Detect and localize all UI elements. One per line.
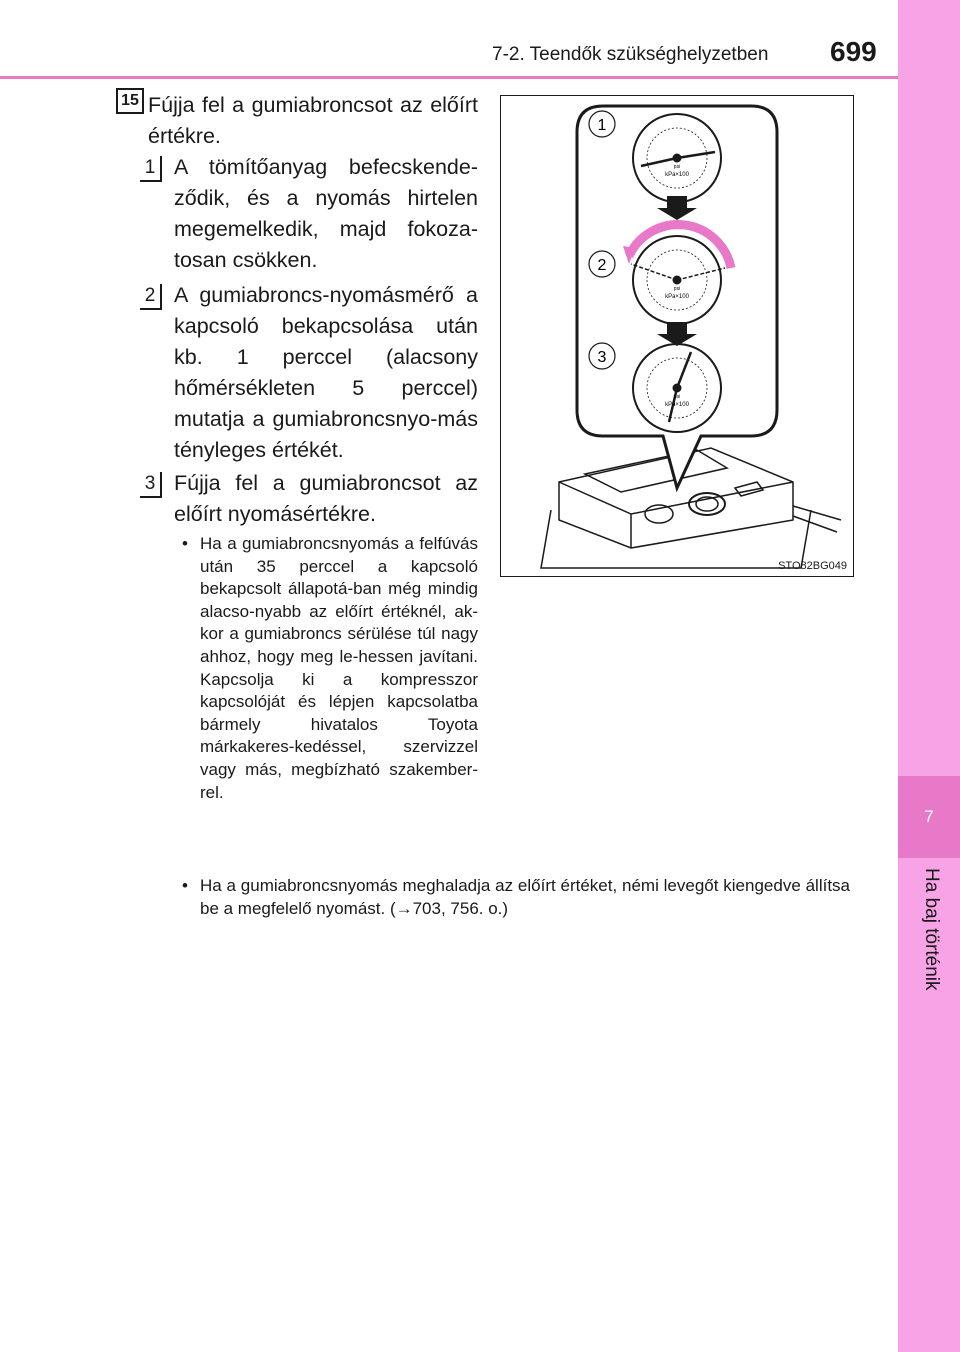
item-text-2: A gumiabroncs-nyomásmérő a kapcsoló bekapcsolása után kb. 1 perccel (alacsony hőmérsékleten 5 perccel) mutatja a gumiabroncsnyo-más tényleges értékét. [174, 283, 478, 462]
gauge-psi-3: psi [673, 394, 681, 400]
page-number: 699 [830, 36, 877, 67]
callout-label-2: 2 [597, 257, 607, 274]
step-number-box: 15 [116, 88, 144, 114]
callout-label-3: 3 [597, 349, 607, 366]
callout-label-1: 1 [597, 117, 607, 134]
item-badge-2: 2 [140, 284, 162, 310]
chapter-label: Ha baj történik [921, 868, 942, 991]
item-badge-1: 1 [140, 156, 162, 182]
step-intro: Fújja fel a gumiabroncsot az előírt értékre. [148, 93, 478, 148]
bullet-dot: • [182, 876, 188, 895]
gauge-unit-2: kPa×100 [665, 294, 689, 300]
item-text-3: Fújja fel a gumiabroncsot az előírt nyomásértékre. [174, 471, 478, 526]
figure-code: STO82BG049 [778, 560, 847, 572]
sidebar [898, 0, 960, 1352]
gauge-illustration [500, 95, 854, 577]
bullet-dot: • [182, 534, 188, 553]
gauge-diagram [501, 96, 853, 576]
chapter-number: 7 [924, 807, 934, 826]
bullet-1 [182, 533, 478, 804]
gauge-1 [633, 114, 721, 202]
bullet-text-1: Ha a gumiabroncsnyomás a felfúvás után 35 perccel a kapcsoló bekapcsolt állapotá-ban még mindig alacso-nyabb az előírt értéknél, ak-kor a gumiabroncs sérülése túl nagy ahhoz, hogy meg le-hessen javítani. Kapcsolja ki a kompresszor kapcsolóját és lépjen kapcsolatba bármely hivatalos Toyota márkakeres-kedéssel, szervizzel vagy más, megbízható szakember-rel. [200, 534, 478, 802]
bullet-text-2: Ha a gumiabroncsnyomás meghaladja az előírt értéket, némi levegőt kiengedve állítsa be a megfelelő nyomást. (→703, 756. o.) [200, 876, 850, 918]
gauge-psi-1: psi [673, 164, 681, 170]
header-rule [0, 76, 898, 79]
compressor-unit [541, 448, 841, 568]
gauge-unit-3: kPa×100 [665, 402, 689, 408]
gauge-3 [633, 344, 721, 432]
chapter-title: 7-2. Teendők szükséghelyzetben [492, 44, 769, 65]
item-text-1: A tömítőanyag befecskende-ződik, és a nyomás hirtelen megemelkedik, majd fokoza-tosan csökken. [174, 155, 478, 272]
item-badge-3: 3 [140, 472, 162, 498]
gauge-unit-1: kPa×100 [665, 172, 689, 178]
chapter-tab[interactable] [898, 776, 960, 858]
bullet-2 [182, 875, 850, 920]
gauge-psi-2: psi [673, 286, 681, 292]
